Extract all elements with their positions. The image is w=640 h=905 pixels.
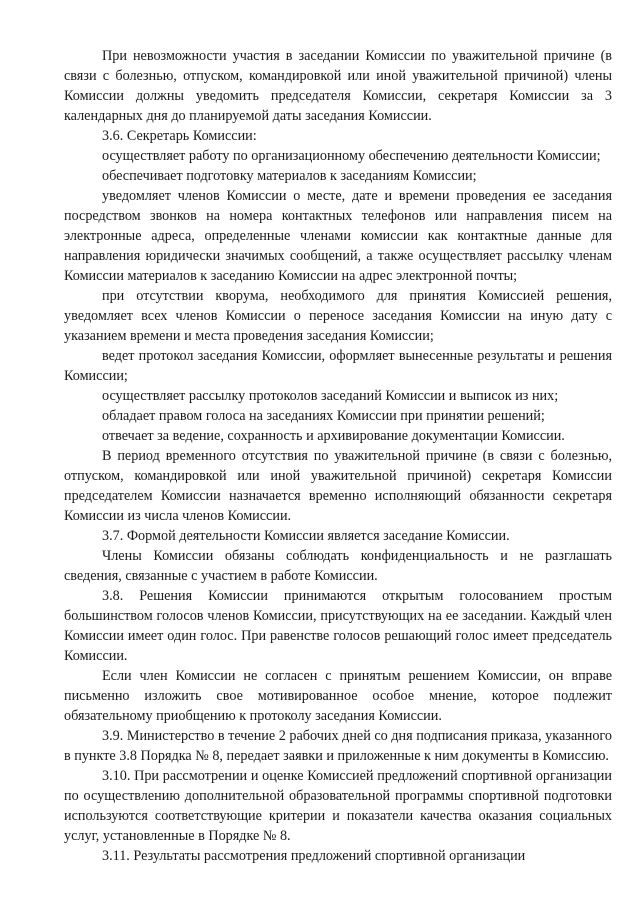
paragraph-secretary-duty-8: отвечает за ведение, сохранность и архивирование документации Комиссии.: [102, 428, 565, 444]
paragraph-confidentiality: Члены Комиссии обязаны соблюдать конфиденциальность и не разглашать сведения, связанные с участием в работе Комиссии.: [64, 548, 612, 584]
paragraph-secretary-duty-6: осуществляет рассылку протоколов заседаний Комиссии и выписок из них;: [102, 388, 559, 404]
paragraph-secretary-duty-7: обладает правом голоса на заседаниях Комиссии при принятии решений;: [102, 408, 545, 424]
paragraph-3-7: 3.7. Формой деятельности Комиссии является заседание Комиссии.: [102, 528, 510, 544]
paragraph-secretary-absence: В период временного отсутствия по уважительной причине (в связи с болезнью, отпуском, командировкой или иной уважительной причиной) секретаря Комиссии председателем Комиссии назначается временно исполняющий обязанности секретаря Комиссии из числа членов Комиссии.: [64, 448, 612, 524]
paragraph-absence-notice: При невозможности участия в заседании Комиссии по уважительной причине (в связи с болезнью, отпуском, командировкой или иной уважительной причиной) члены Комиссии должны уведомить председателя Комиссии, секретаря Комиссии за 3 календарных дня до планируемой даты заседания Комиссии.: [64, 48, 612, 124]
paragraph-3-6-heading: 3.6. Секретарь Комиссии:: [102, 128, 257, 144]
paragraph-3-8: 3.8. Решения Комиссии принимаются открытым голосованием простым большинством голосов членов Комиссии, присутствующих на ее заседании. Каждый член Комиссии имеет один голос. При равенстве голосов решающий голос имеет председатель Комиссии.: [64, 588, 612, 664]
paragraph-secretary-duty-5: ведет протокол заседания Комиссии, оформляет вынесенные результаты и решения Комиссии;: [64, 348, 612, 384]
paragraph-3-11: 3.11. Результаты рассмотрения предложений спортивной организации: [102, 848, 526, 864]
paragraph-secretary-duty-4: при отсутствии кворума, необходимого для принятия Комиссией решения, уведомляет всех членов Комиссии о переносе заседания Комиссии на иную дату с указанием времени и места проведения заседания Комиссии;: [64, 288, 612, 344]
paragraph-3-9: 3.9. Министерство в течение 2 рабочих дней со дня подписания приказа, указанного в пункте 3.8 Порядка № 8, передает заявки и приложенные к ним документы в Комиссию.: [64, 728, 612, 764]
paragraph-secretary-duty-3: уведомляет членов Комиссии о месте, дате и времени проведения ее заседания посредством звонков на номера контактных телефонов или направления писем на электронные адреса, определенные членами комиссии как контактные данные для направления юридически значимых сообщений, а также осуществляет рассылку членам Комиссии материалов к заседанию Комиссии на адрес электронной почты;: [64, 188, 612, 284]
paragraph-dissenting-opinion: Если член Комиссии не согласен с принятым решением Комиссии, он вправе письменно изложить свое мотивированное особое мнение, которое подлежит обязательному приобщению к протоколу заседания Комиссии.: [64, 668, 612, 724]
document-body: [64, 46, 612, 866]
paragraph-secretary-duty-2: обеспечивает подготовку материалов к заседаниям Комиссии;: [102, 168, 477, 184]
paragraph-secretary-duty-1: осуществляет работу по организационному обеспечению деятельности Комиссии;: [102, 148, 601, 164]
paragraph-3-10: 3.10. При рассмотрении и оценке Комиссией предложений спортивной организации по осуществлению дополнительной образовательной программы спортивной подготовки используются соответствующие критерии и показатели качества оказания социальных услуг, установленные в Порядке № 8.: [64, 768, 612, 844]
